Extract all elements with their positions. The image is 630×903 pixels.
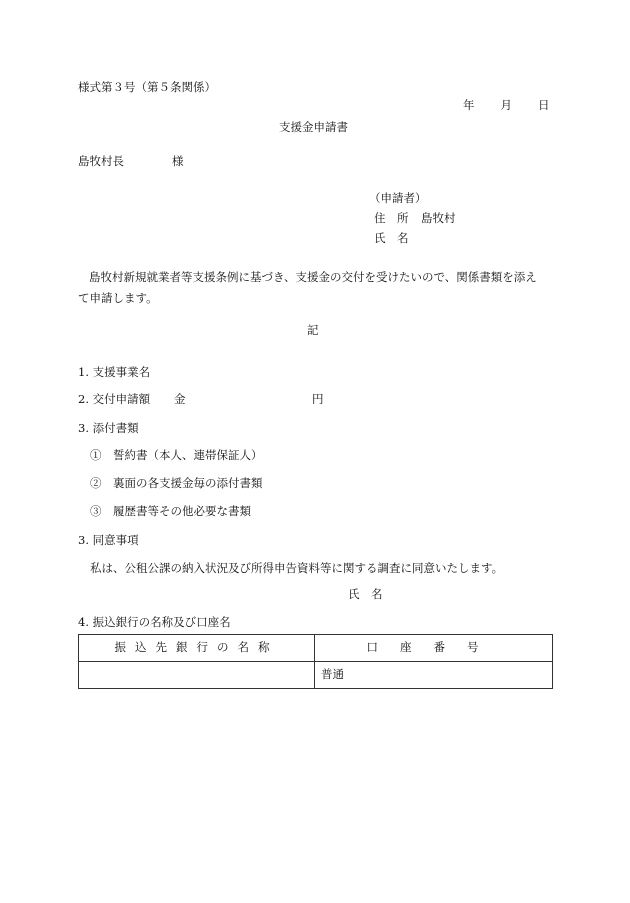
date-day: 日 bbox=[538, 98, 550, 112]
applicant-heading: （申請者） bbox=[369, 191, 427, 205]
document-title: 支援金申請書 bbox=[279, 120, 348, 134]
date-month: 月 bbox=[500, 98, 512, 112]
attachment-item: ③ 履歴書等その他必要な書類 bbox=[90, 504, 251, 518]
ki-heading: 記 bbox=[307, 323, 319, 337]
addressee-name: 島牧村長 bbox=[78, 154, 124, 168]
account-number-cell[interactable]: 普通 bbox=[315, 662, 553, 689]
date-line bbox=[463, 100, 550, 112]
application-statement: 島牧村新規就業者等支援条例に基づき、支援金の交付を受けたいので、関係書類を添えて申請します。 bbox=[78, 270, 537, 305]
bank-account-table bbox=[78, 634, 553, 689]
bank-name-header: 振込先銀行の名称 bbox=[79, 635, 315, 662]
date-year: 年 bbox=[463, 98, 475, 112]
applicant-name-label: 氏 名 bbox=[374, 231, 409, 245]
consent-text: 私は、公租公課の納入状況及び所得申告資料等に関する調査に同意いたします。 bbox=[90, 561, 504, 575]
bank-heading: 4. 振込銀行の名称及び口座名 bbox=[78, 615, 231, 629]
amount-kin: 金 bbox=[174, 392, 186, 406]
item-application-amount: 2. 交付申請額 bbox=[78, 392, 151, 406]
applicant-address-label: 住 所 bbox=[374, 211, 409, 225]
item-support-project-name: 1. 支援事業名 bbox=[78, 365, 151, 379]
table-header-row bbox=[79, 635, 553, 662]
addressee-honorific: 様 bbox=[172, 154, 184, 168]
bank-name-cell[interactable] bbox=[79, 662, 315, 689]
item-attachments: 3. 添付書類 bbox=[78, 421, 139, 435]
amount-yen: 円 bbox=[312, 392, 324, 406]
consent-heading: 3. 同意事項 bbox=[78, 533, 139, 547]
consent-name-label: 氏 名 bbox=[348, 587, 383, 601]
form-number: 様式第３号（第５条関係） bbox=[78, 80, 216, 94]
account-number-header: 口座番号 bbox=[315, 635, 553, 662]
attachment-item: ② 裏面の各支援金毎の添付書類 bbox=[90, 476, 263, 490]
applicant-address-value: 島牧村 bbox=[421, 211, 456, 225]
table-row bbox=[79, 662, 553, 689]
attachment-item: ① 誓約書（本人、連帯保証人） bbox=[90, 448, 263, 462]
